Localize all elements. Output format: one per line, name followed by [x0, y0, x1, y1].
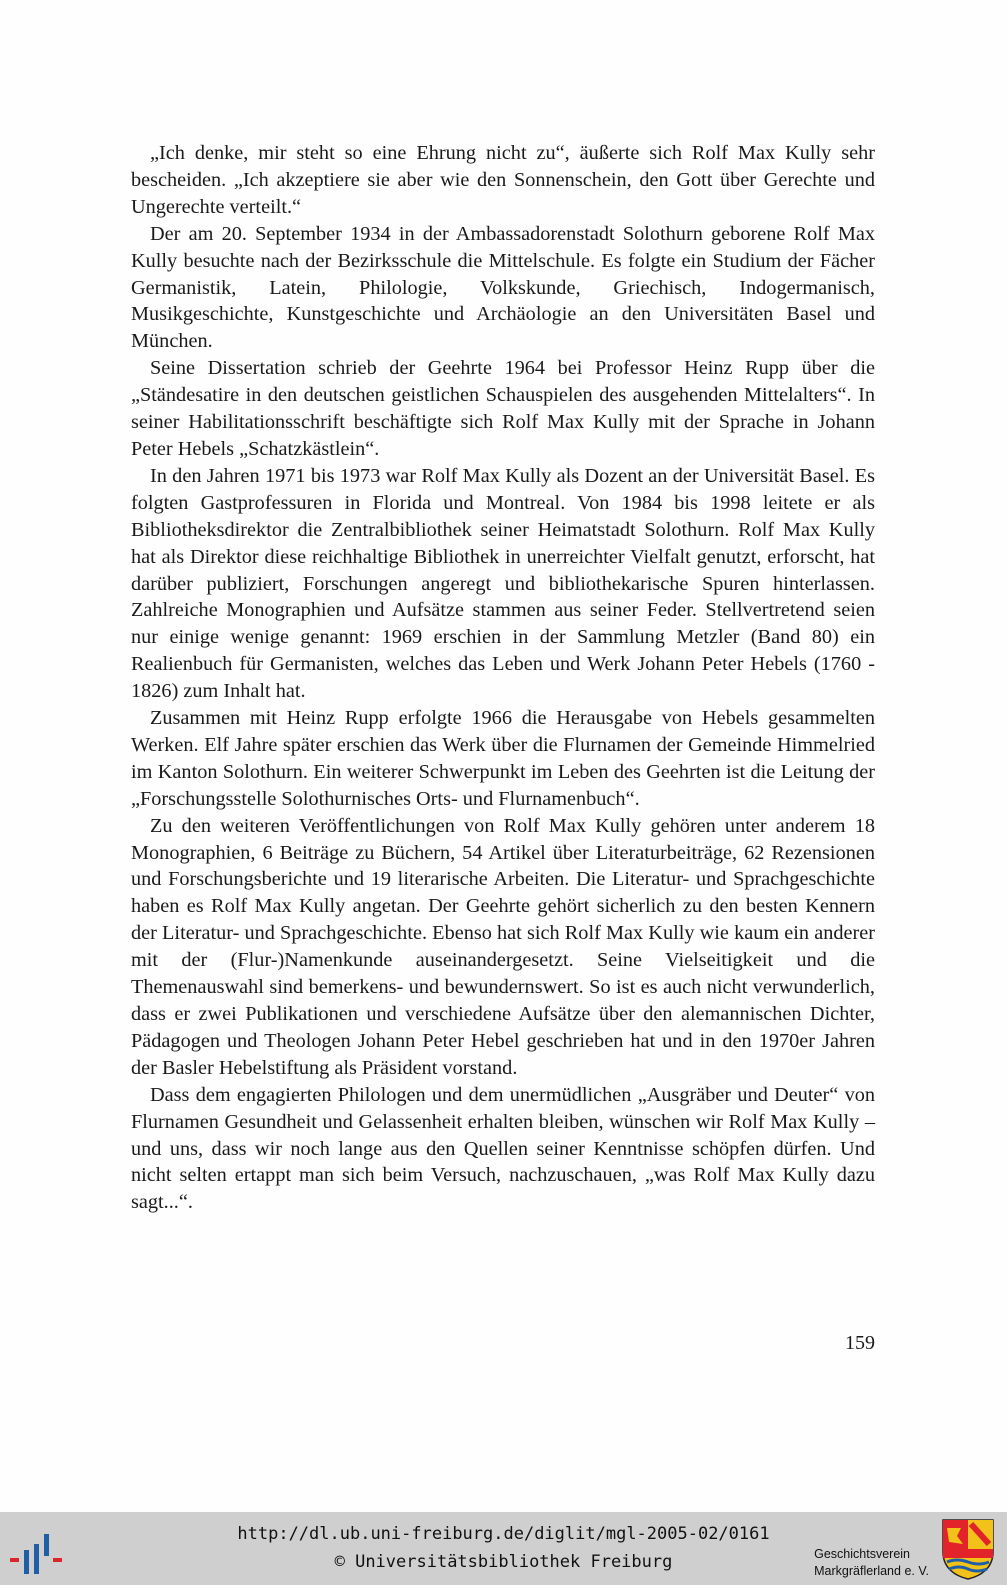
society-line: Markgräflerland e. V.: [814, 1564, 929, 1578]
paragraph: Dass dem engagierten Philologen und dem unermüdlichen „Ausgräber und Deuter“ von Flurnamen Gesundheit und Gelassenheit erhalten bleiben, wünschen wir Rolf Max Kully – und uns, dass wir noch lange aus den Quellen seiner Kenntnisse schöpfen dürfen. Und nicht selten ertappt man sich beim Versuch, nachzuschauen, „was Rolf Max Kully dazu sagt...“.: [131, 1083, 875, 1214]
paragraph: Der am 20. September 1934 in der Ambassadorenstadt Solothurn geborene Rolf Max Kully besuchte nach der Bezirksschule die Mittelschule. Es folgte ein Studium der Fächer Germanistik, Latein, Philologie, Volkskunde, Griechisch, Indogermanisch, Musikgeschichte, Kunstgeschichte und Archäologie an den Universitäten Basel und München.: [131, 222, 875, 353]
page-number: 159: [845, 1332, 875, 1354]
article-body: [131, 140, 875, 1216]
markgraeflerland-crest-icon[interactable]: [941, 1518, 995, 1580]
society-name: [814, 1546, 929, 1580]
paragraph: Seine Dissertation schrieb der Geehrte 1964 bei Professor Heinz Rupp über die „Ständesatire in den deutschen geistlichen Schauspielen des ausgehenden Mittelalters“. In seiner Habilitationsschrift beschäftigte sich Rolf Max Kully mit der Sprache in Johann Peter Hebels „Schatzkästlein“.: [131, 357, 875, 460]
society-line: Geschichtsverein: [814, 1547, 910, 1561]
paragraph: Zusammen mit Heinz Rupp erfolgte 1966 die Herausgabe von Hebels gesammelten Werken. Elf Jahre später erschien das Werk über die Flurnamen der Gemeinde Himmelried im Kanton Solothurn. Ein weiterer Schwerpunkt im Leben des Geehrten ist die Leitung der „Forschungsstelle Solothurnisches Orts- und Flurnamenbuch“.: [131, 707, 875, 810]
document-url-link[interactable]: http://dl.ub.uni-freiburg.de/diglit/mgl-2005-02/0161: [237, 1524, 770, 1544]
paragraph: „Ich denke, mir steht so eine Ehrung nicht zu“, äußerte sich Rolf Max Kully sehr bescheiden. „Ich akzeptiere sie aber wie den Sonnenschein, den Gott über Gerechte und Ungerechte verteilt.“: [131, 142, 875, 218]
paragraph: Zu den weiteren Veröffentlichungen von Rolf Max Kully gehören unter anderem 18 Monographien, 6 Beiträge zu Büchern, 54 Artikel über Literaturbeiträge, 62 Rezensionen und Forschungsberichte und 19 literarische Arbeiten. Die Literatur- und Sprachgeschichte haben es Rolf Max Kully angetan. Der Geehrte gehört sicherlich zu den besten Kennern der Literatur- und Sprachgeschichte. Ebenso hat sich Rolf Max Kully wie kaum ein anderer mit der (Flur-)Namenkunde auseinandergesetzt. Seine Vielseitigkeit und die Themenauswahl sind bemerkens- und bewundernswert. So ist es auch nicht verwunderlich, dass er zwei Publikationen und verschiedene Aufsätze über den alemannischen Dichter, Pädagogen und Theologen Johann Peter Hebel geschrieben hat und in den 1970er Jahren der Basler Hebelstiftung als Präsident vorstand.: [131, 814, 875, 1079]
copyright-text: © Universitätsbibliothek Freiburg: [334, 1552, 673, 1572]
footer-bar: [0, 1512, 1007, 1585]
paragraph: In den Jahren 1971 bis 1973 war Rolf Max Kully als Dozent an der Universität Basel. Es folgten Gastprofessuren in Florida und Montreal. Von 1984 bis 1998 leitete er als Bibliotheksdirektor die Zentralbibliothek seiner Heimatstadt Solothurn. Rolf Max Kully hat als Direktor diese reichhaltige Bibliothek in unerreichter Vielfalt genutzt, erforscht, hat darüber publiziert, Forschungen angeregt und bibliothekarische Spuren hinterlassen. Zahlreiche Monographien und Aufsätze stammen aus seiner Feder. Stellvertretend seien nur einige wenige genannt: 1969 erschien in der Sammlung Metzler (Band 80) ein Realienbuch für Germanisten, welches das Leben und Werk Johann Peter Hebels (1760 - 1826) zum Inhalt hat.: [131, 464, 875, 703]
